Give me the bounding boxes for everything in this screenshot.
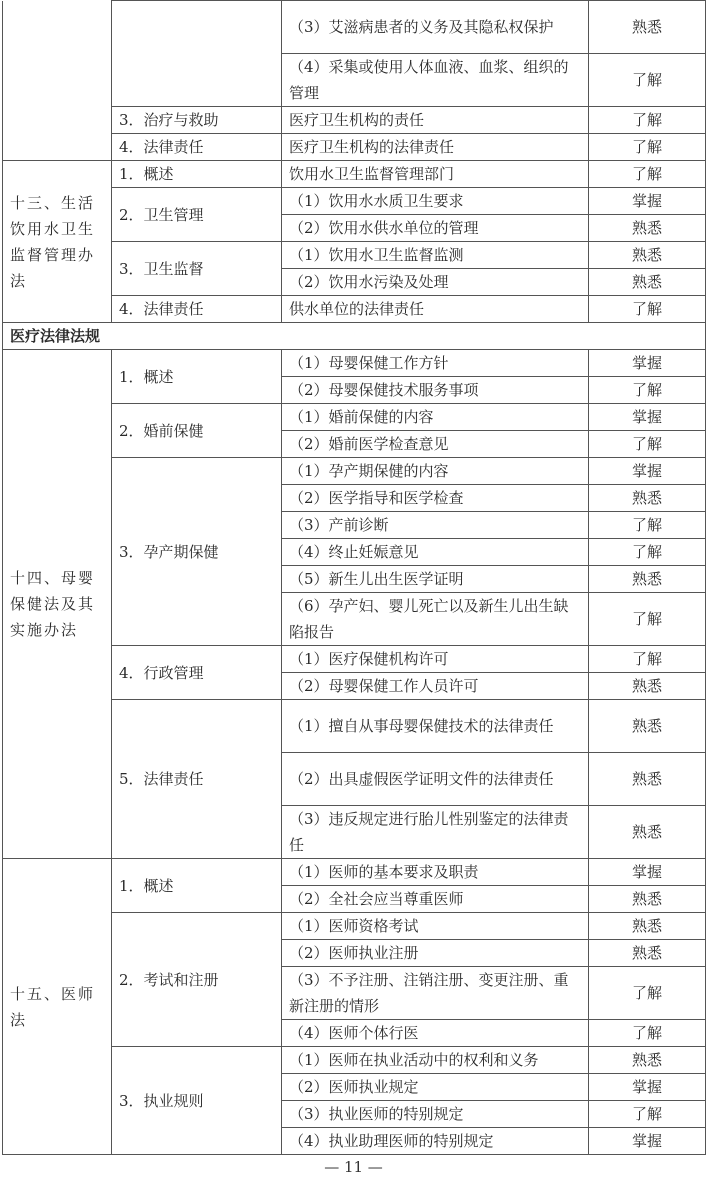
subitem-cell: 5．法律责任	[112, 700, 282, 859]
subitem-cell: 3．孕产期保健	[112, 458, 282, 646]
point-cell: （1）医疗保健机构许可	[282, 646, 589, 673]
level-cell: 掌握	[589, 859, 706, 886]
point-cell: （1）饮用水卫生监督监测	[282, 242, 589, 269]
table-row	[3, 350, 706, 377]
point-cell: （3）不予注册、注销注册、变更注册、重新注册的情形	[282, 967, 589, 1020]
point-cell: （1）母婴保健工作方针	[282, 350, 589, 377]
point-cell: （2）医学指导和医学检查	[282, 485, 589, 512]
point-cell: （2）全社会应当尊重医师	[282, 886, 589, 913]
point-cell: （2）母婴保健技术服务事项	[282, 377, 589, 404]
point-cell: （2）医师执业规定	[282, 1074, 589, 1101]
point-cell: （4）采集或使用人体血液、血浆、组织的管理	[282, 54, 589, 107]
point-cell: （3）违反规定进行胎儿性别鉴定的法律责任	[282, 806, 589, 859]
level-cell: 了解	[589, 296, 706, 323]
point-cell: （3）艾滋病患者的义务及其隐私权保护	[282, 1, 589, 54]
point-cell: （2）医师执业注册	[282, 940, 589, 967]
level-cell: 了解	[589, 1020, 706, 1047]
point-cell: 医疗卫生机构的法律责任	[282, 134, 589, 161]
level-cell: 了解	[589, 593, 706, 646]
level-cell: 熟悉	[589, 1047, 706, 1074]
level-cell: 熟悉	[589, 269, 706, 296]
point-cell: （1）婚前保健的内容	[282, 404, 589, 431]
point-cell: （3）执业医师的特别规定	[282, 1101, 589, 1128]
point-cell: （1）擅自从事母婴保健技术的法律责任	[282, 700, 589, 753]
subitem-cell: 3．执业规则	[112, 1047, 282, 1155]
level-cell: 掌握	[589, 188, 706, 215]
unit-title-15: 十五、医师法	[3, 859, 112, 1155]
page-number: — 11 —	[324, 1158, 383, 1176]
point-cell: 饮用水卫生监督管理部门	[282, 161, 589, 188]
subitem-cell: 2．卫生管理	[112, 188, 282, 242]
subitem-cell: 4．法律责任	[112, 134, 282, 161]
point-cell: （2）母婴保健工作人员许可	[282, 673, 589, 700]
point-cell: （2）饮用水污染及处理	[282, 269, 589, 296]
level-cell: 了解	[589, 646, 706, 673]
point-cell: （1）饮用水水质卫生要求	[282, 188, 589, 215]
table-row	[3, 1, 706, 54]
subitem-cell: 3．卫生监督	[112, 242, 282, 296]
level-cell: 了解	[589, 377, 706, 404]
level-cell: 熟悉	[589, 215, 706, 242]
level-cell: 熟悉	[589, 566, 706, 593]
level-cell: 了解	[589, 431, 706, 458]
point-cell: （4）执业助理医师的特别规定	[282, 1128, 589, 1155]
unit-title-13: 十三、生活饮用水卫生监督管理办法	[3, 161, 112, 323]
subitem-cell: 4．行政管理	[112, 646, 282, 700]
point-cell: （3）产前诊断	[282, 512, 589, 539]
point-cell: （2）婚前医学检查意见	[282, 431, 589, 458]
syllabus-table	[2, 0, 706, 1155]
point-cell: （1）医师的基本要求及职责	[282, 859, 589, 886]
level-cell: 了解	[589, 107, 706, 134]
subitem-cell: 3．治疗与救助	[112, 107, 282, 134]
point-cell: （2）饮用水供水单位的管理	[282, 215, 589, 242]
level-cell: 掌握	[589, 1074, 706, 1101]
point-cell: （1）医师在执业活动中的权利和义务	[282, 1047, 589, 1074]
section-header-row	[3, 323, 706, 350]
subitem-cell: 2．考试和注册	[112, 913, 282, 1047]
point-cell: （1）孕产期保健的内容	[282, 458, 589, 485]
level-cell: 熟悉	[589, 1, 706, 54]
level-cell: 了解	[589, 134, 706, 161]
level-cell: 了解	[589, 161, 706, 188]
point-cell: 供水单位的法律责任	[282, 296, 589, 323]
level-cell: 熟悉	[589, 753, 706, 806]
subitem-cell-continued	[112, 1, 282, 107]
level-cell: 掌握	[589, 458, 706, 485]
level-cell: 了解	[589, 54, 706, 107]
point-cell: （2）出具虚假医学证明文件的法律责任	[282, 753, 589, 806]
level-cell: 了解	[589, 1101, 706, 1128]
table-row	[3, 161, 706, 188]
level-cell: 了解	[589, 512, 706, 539]
unit-title-14: 十四、母婴保健法及其实施办法	[3, 350, 112, 859]
subitem-cell: 4．法律责任	[112, 296, 282, 323]
level-cell: 熟悉	[589, 242, 706, 269]
subitem-cell: 1．概述	[112, 859, 282, 913]
unit-cell-continued	[3, 1, 112, 161]
point-cell: （5）新生儿出生医学证明	[282, 566, 589, 593]
point-cell: （6）孕产妇、婴儿死亡以及新生儿出生缺陷报告	[282, 593, 589, 646]
point-cell: （4）医师个体行医	[282, 1020, 589, 1047]
point-cell: （1）医师资格考试	[282, 913, 589, 940]
table-row	[3, 859, 706, 886]
level-cell: 掌握	[589, 1128, 706, 1155]
level-cell: 了解	[589, 539, 706, 566]
subitem-cell: 1．概述	[112, 161, 282, 188]
level-cell: 熟悉	[589, 886, 706, 913]
subitem-cell: 2．婚前保健	[112, 404, 282, 458]
point-cell: （4）终止妊娠意见	[282, 539, 589, 566]
level-cell: 熟悉	[589, 485, 706, 512]
level-cell: 熟悉	[589, 913, 706, 940]
subitem-cell: 1．概述	[112, 350, 282, 404]
level-cell: 了解	[589, 967, 706, 1020]
level-cell: 熟悉	[589, 673, 706, 700]
level-cell: 掌握	[589, 404, 706, 431]
level-cell: 熟悉	[589, 940, 706, 967]
level-cell: 熟悉	[589, 700, 706, 753]
level-cell: 掌握	[589, 350, 706, 377]
point-cell: 医疗卫生机构的责任	[282, 107, 589, 134]
section-header: 医疗法律法规	[3, 323, 706, 350]
level-cell: 熟悉	[589, 806, 706, 859]
